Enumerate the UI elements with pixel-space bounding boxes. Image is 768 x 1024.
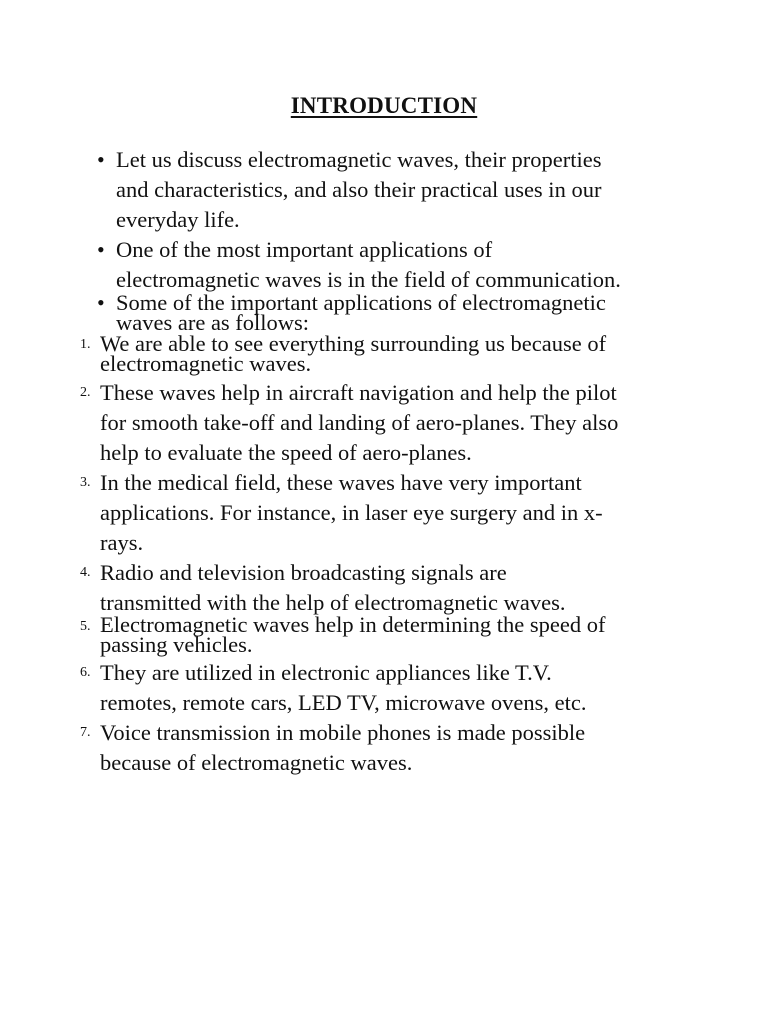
item-line: In the medical field, these waves have very important <box>100 470 582 495</box>
item-line: They are utilized in electronic appliances like T.V. <box>100 660 552 685</box>
bullet-line: Let us discuss electromagnetic waves, their properties <box>116 147 602 172</box>
item-line: passing vehicles. <box>100 632 253 657</box>
bullet-line: waves are as follows: <box>116 310 310 335</box>
item-line: rays. <box>100 530 144 555</box>
item-number: 2. <box>80 385 91 400</box>
item-number: 3. <box>80 475 91 490</box>
item-number: 7. <box>80 725 91 740</box>
bullet-line: and characteristics, and also their practical uses in our <box>116 177 602 202</box>
bullet-line: everyday life. <box>116 207 240 232</box>
item-line: for smooth take-off and landing of aero-planes. They also <box>100 410 619 435</box>
item-line: Voice transmission in mobile phones is made possible <box>100 720 586 745</box>
item-line: applications. For instance, in laser eye surgery and in x- <box>100 500 603 525</box>
bullet-marker: • <box>97 147 105 172</box>
bullet-marker: • <box>97 290 105 315</box>
item-line: electromagnetic waves. <box>100 351 312 376</box>
item-number: 6. <box>80 665 91 680</box>
item-number: 5. <box>80 619 91 634</box>
item-line: Radio and television broadcasting signals are <box>100 560 507 585</box>
bullet-line: One of the most important applications of <box>116 237 493 262</box>
bullet-line: electromagnetic waves is in the field of communication. <box>116 267 621 292</box>
bullet-marker: • <box>97 237 105 262</box>
item-line: remotes, remote cars, LED TV, microwave ovens, etc. <box>100 690 587 715</box>
bullet-line: Some of the important applications of electromagnetic <box>116 290 606 315</box>
item-number: 1. <box>80 337 91 352</box>
item-line: transmitted with the help of electromagnetic waves. <box>100 590 566 615</box>
item-line: We are able to see everything surrounding us because of <box>100 331 607 356</box>
item-line: because of electromagnetic waves. <box>100 750 413 775</box>
page-title: INTRODUCTION <box>290 93 478 118</box>
item-number: 4. <box>80 565 91 580</box>
item-line: These waves help in aircraft navigation and help the pilot <box>100 380 617 405</box>
item-line: help to evaluate the speed of aero-planes. <box>100 440 472 465</box>
item-line: Electromagnetic waves help in determining the speed of <box>100 612 606 637</box>
